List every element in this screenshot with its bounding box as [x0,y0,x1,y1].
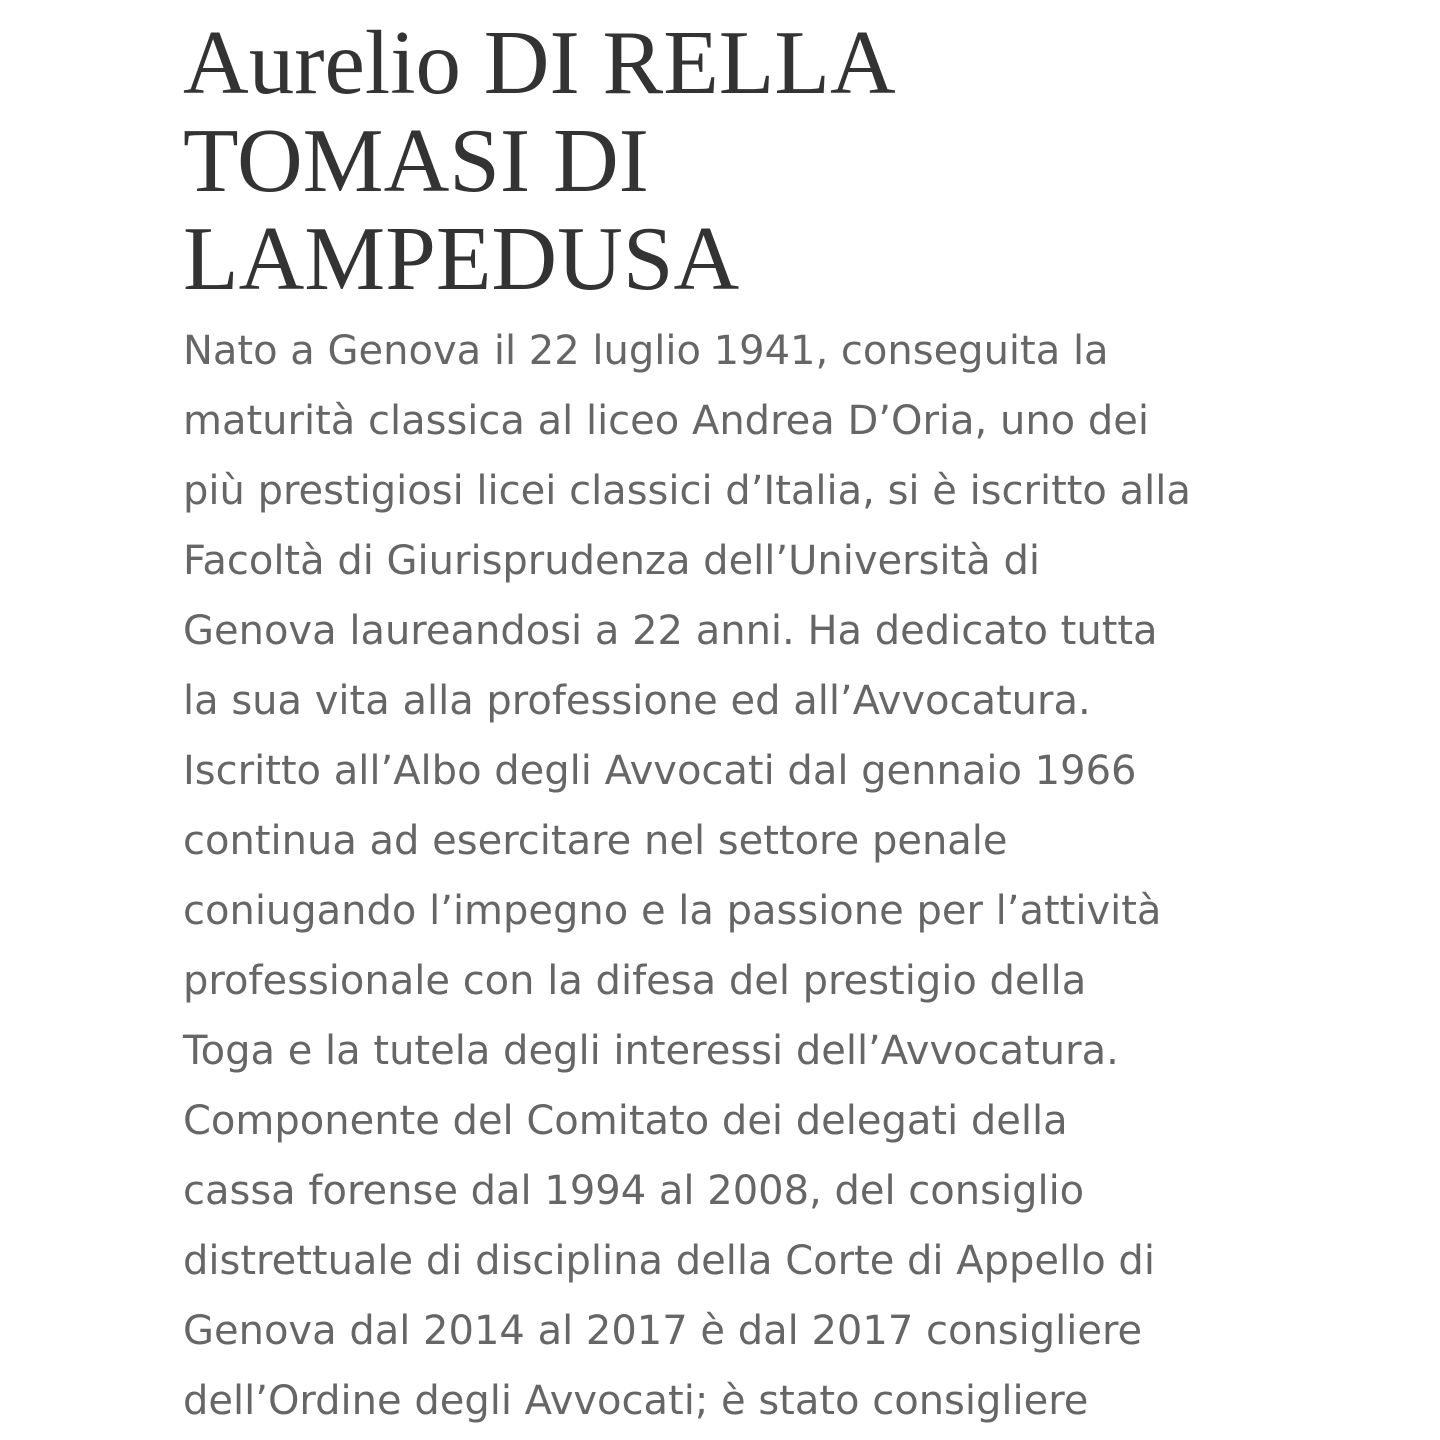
bio-line: Nato a Genova il 22 luglio 1941, conseguita la [183,328,1109,374]
bio-line: Genova laureandosi a 22 anni. Ha dedicato tutta [183,608,1158,654]
name-line-3: LAMPEDUSA [183,208,740,309]
bio-line: Iscritto all’Albo degli Avvocati dal gennaio 1966 [183,748,1137,794]
bio-line: distrettuale di disciplina della Corte di Appello di [183,1238,1155,1284]
bio-line: coniugando l’impegno e la passione per l’attività [183,888,1162,934]
bio-line: continua ad esercitare nel settore penale [183,818,1008,864]
bio-line: Facoltà di Giurisprudenza dell’Università di [183,538,1040,584]
bio-line: dell’Ordine degli Avvocati; è stato consigliere [183,1378,1089,1424]
bio-line: professionale con la difesa del prestigio della [183,958,1087,1004]
bio-line: cassa forense dal 1994 al 2008, del consiglio [183,1168,1085,1214]
bio-line: Toga e la tutela degli interessi dell’Avvocatura. [183,1028,1119,1074]
bio-line: la sua vita alla professione ed all’Avvocatura. [183,678,1091,724]
profile-name-heading [183,14,1263,308]
name-line-1: Aurelio DI RELLA [183,12,896,113]
profile-content [183,14,1263,1436]
bio-line: Genova dal 2014 al 2017 è dal 2017 consigliere [183,1308,1143,1354]
name-line-2: TOMASI DI [183,110,649,211]
profile-bio [183,316,1263,1436]
bio-line: più prestigiosi licei classici d’Italia, si è iscritto alla [183,468,1191,514]
bio-line: maturità classica al liceo Andrea D’Oria, uno dei [183,398,1149,444]
bio-line: Componente del Comitato dei delegati della [183,1098,1068,1144]
